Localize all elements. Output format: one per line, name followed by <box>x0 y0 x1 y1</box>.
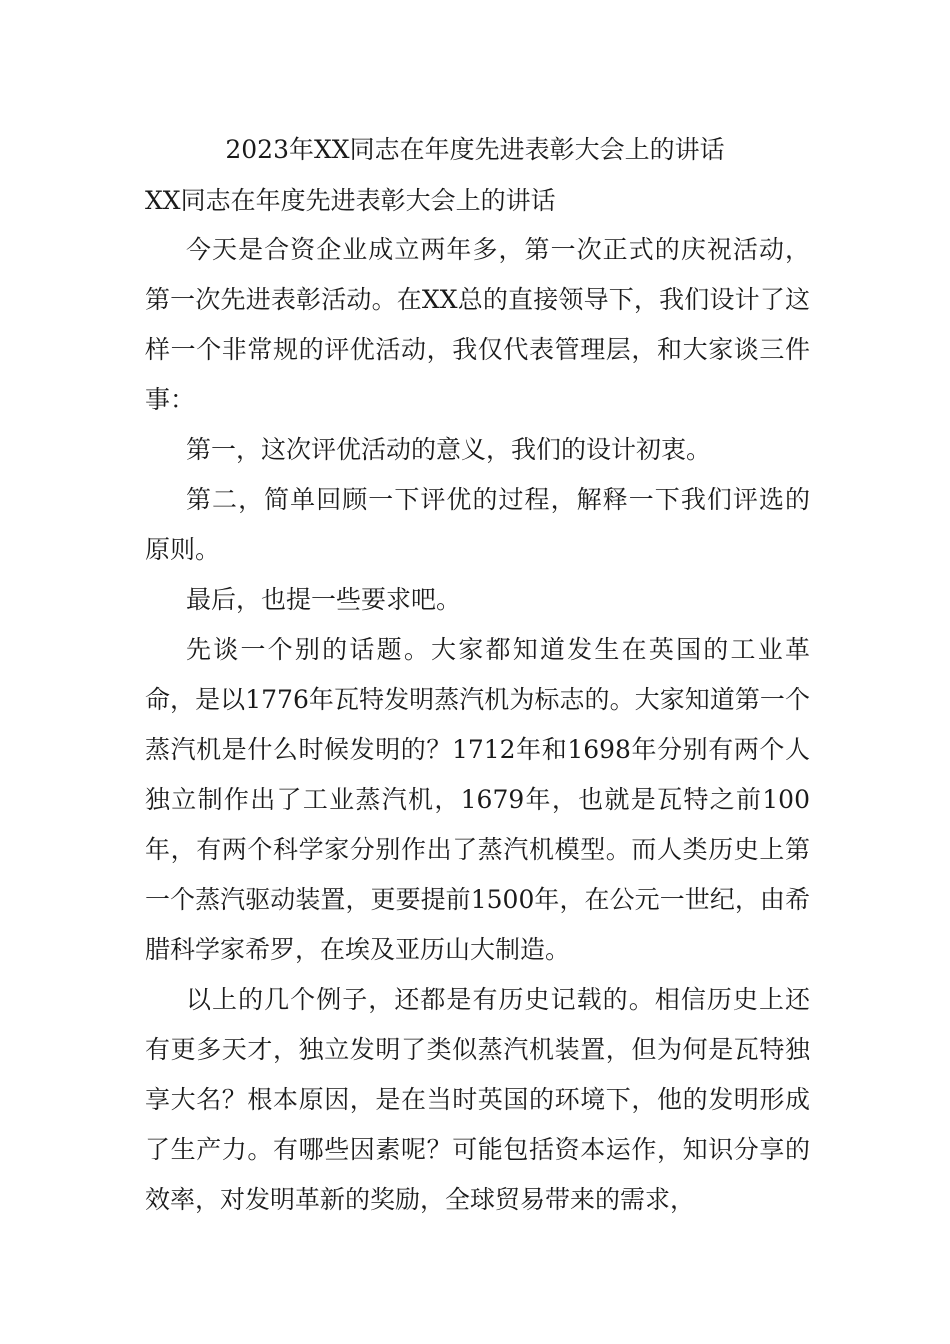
paragraph-point-two: 第二，简单回顾一下评优的过程，解释一下我们评选的原则。 <box>145 485 810 564</box>
paragraph-point-one: 第一，这次评优活动的意义，我们的设计初衷。 <box>186 435 712 464</box>
document-body <box>145 225 810 1225</box>
paragraph-point-three: 最后，也提一些要求吧。 <box>186 585 462 614</box>
document-subtitle: XX同志在年度先进表彰大会上的讲话 <box>145 186 556 215</box>
paragraph-watt-reasons: 以上的几个例子，还都是有历史记载的。相信历史上还有更多天才，独立发明了类似蒸汽机装置，但为何是瓦特独享大名？根本原因，是在当时英国的环境下，他的发明形成了生产力。有哪些因素呢？可能包括资本运作，知识分享的效率，对发明革新的奖励，全球贸易带来的需求， <box>145 985 810 1214</box>
paragraph-steam-engine-history: 先谈一个别的话题。大家都知道发生在英国的工业革命，是以1776年瓦特发明蒸汽机为标志的。大家知道第一个蒸汽机是什么时候发明的？1712年和1698年分别有两个人独立制作出了工业蒸汽机，1679年，也就是瓦特之前100年，有两个科学家分别作出了蒸汽机模型。而人类历史上第一个蒸汽驱动装置，更要提前1500年，在公元一世纪，由希腊科学家希罗，在埃及亚历山大制造。 <box>145 635 810 964</box>
paragraph-intro: 今天是合资企业成立两年多，第一次正式的庆祝活动，第一次先进表彰活动。在XX总的直接领导下，我们设计了这样一个非常规的评优活动，我仅代表管理层，和大家谈三件事： <box>145 235 810 414</box>
document-title: 2023年XX同志在年度先进表彰大会上的讲话 <box>225 135 725 164</box>
